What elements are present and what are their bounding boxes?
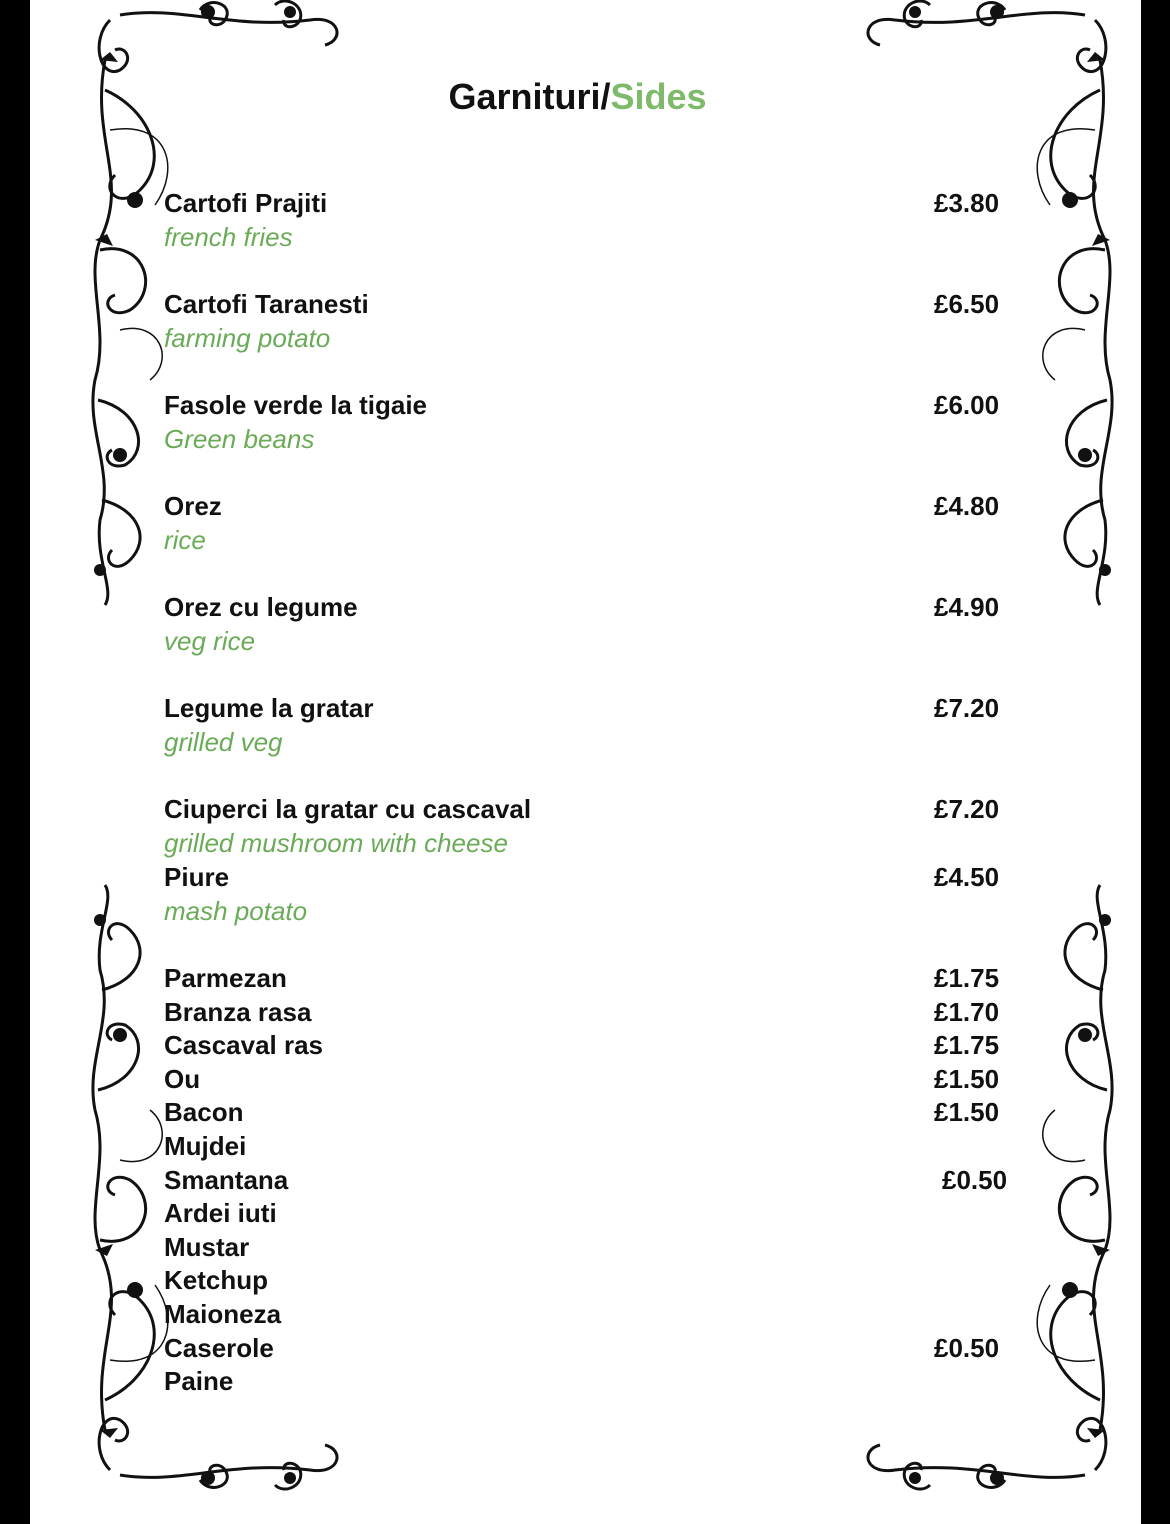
menu-item xyxy=(164,186,1024,254)
item-price: £6.50 xyxy=(934,289,1000,319)
item-price: £1.70 xyxy=(934,996,1000,1027)
item-name: Orez cu legume xyxy=(164,592,358,622)
extra-item xyxy=(164,1264,1024,1298)
extra-item xyxy=(164,1197,1024,1231)
menu-item xyxy=(164,792,1024,860)
item-price: £7.20 xyxy=(934,693,1000,723)
item-translation: rice xyxy=(164,525,206,555)
item-translation: french fries xyxy=(164,222,293,252)
item-price: £4.80 xyxy=(934,491,1000,521)
item-price: £4.50 xyxy=(934,862,1000,892)
item-name: Ciuperci la gratar cu cascaval xyxy=(164,794,532,824)
item-translation: farming potato xyxy=(164,323,331,353)
extra-item xyxy=(164,1130,1024,1164)
item-price: £4.90 xyxy=(934,592,1000,622)
extra-item xyxy=(164,1231,1024,1265)
item-name: Branza rasa xyxy=(164,996,312,1027)
page-title xyxy=(30,75,1125,119)
item-name: Parmezan xyxy=(164,963,287,993)
extra-item xyxy=(164,962,1024,996)
extra-item xyxy=(164,1029,1024,1063)
item-name: Paine xyxy=(164,1366,234,1397)
item-price: £3.80 xyxy=(934,188,1000,218)
item-translation: grilled veg xyxy=(164,727,283,757)
item-translation: Green beans xyxy=(164,424,315,454)
item-name: Mustar xyxy=(164,1231,250,1262)
item-price: £6.00 xyxy=(934,390,1000,420)
item-name: Caserole xyxy=(164,1332,274,1363)
item-price: £7.20 xyxy=(934,794,1000,824)
item-name: Piure xyxy=(164,862,230,892)
item-translation: mash potato xyxy=(164,896,308,926)
page-title-main: Garnituri/ xyxy=(448,76,611,117)
extras-list xyxy=(164,962,1024,1399)
sides-menu xyxy=(164,186,1024,1399)
menu-item xyxy=(164,691,1024,759)
menu-item xyxy=(164,489,1024,557)
item-name: Ou xyxy=(164,1063,201,1094)
extra-item xyxy=(164,1298,1024,1332)
item-name: Maioneza xyxy=(164,1298,282,1329)
item-name: Legume la gratar xyxy=(164,693,374,723)
menu-item xyxy=(164,860,1024,928)
extra-item xyxy=(164,1096,1024,1130)
item-name: Ketchup xyxy=(164,1265,268,1296)
item-price: £1.75 xyxy=(934,1030,1000,1061)
item-name: Smantana xyxy=(164,1164,289,1195)
extra-item xyxy=(164,1365,1024,1399)
item-price: £1.50 xyxy=(934,1097,1000,1128)
item-translation: grilled mushroom with cheese xyxy=(164,828,508,858)
item-price: £1.50 xyxy=(934,1063,1000,1094)
extra-item xyxy=(164,1164,1024,1198)
menu-item xyxy=(164,590,1024,658)
item-name: Cartofi Taranesti xyxy=(164,289,369,319)
menu-page xyxy=(30,0,1141,1524)
item-price: £1.75 xyxy=(934,963,1000,993)
item-name: Fasole verde la tigaie xyxy=(164,390,428,420)
item-name: Mujdei xyxy=(164,1130,247,1161)
menu-item xyxy=(164,287,1024,355)
item-name: Cascaval ras xyxy=(164,1030,324,1061)
item-name: Bacon xyxy=(164,1097,244,1128)
item-price: £0.50 xyxy=(934,1332,1000,1363)
item-price: £0.50 xyxy=(942,1164,1008,1195)
item-name: Orez xyxy=(164,491,222,521)
item-name: Ardei iuti xyxy=(164,1198,277,1229)
item-translation: veg rice xyxy=(164,626,256,656)
menu-item xyxy=(164,388,1024,456)
extra-item xyxy=(164,996,1024,1030)
item-name: Cartofi Prajiti xyxy=(164,188,328,218)
extra-item xyxy=(164,1332,1024,1366)
page-title-accent: Sides xyxy=(610,76,707,117)
extra-item xyxy=(164,1063,1024,1097)
